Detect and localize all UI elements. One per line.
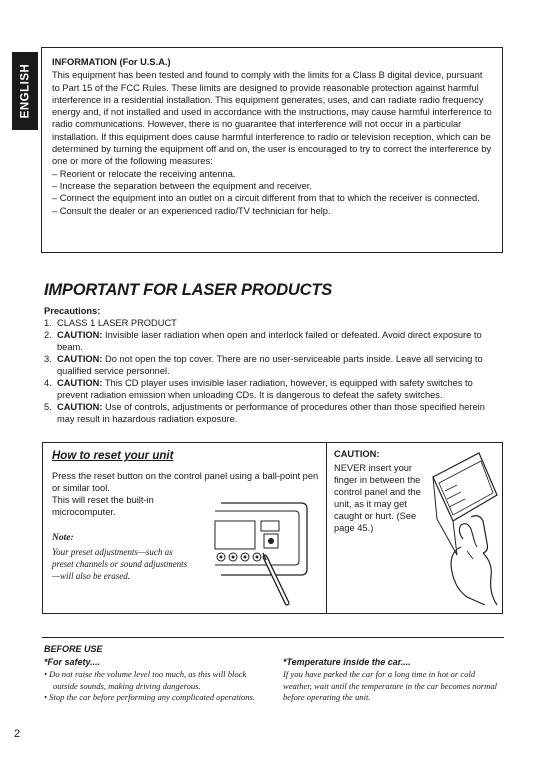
precaution-text: Use of controls, adjustments or performance of procedures other than those specified herein may result in hazardous radiation exposure. (57, 402, 485, 424)
caution-title: CAUTION: (334, 449, 380, 459)
reset-title: How to reset your unit (52, 450, 174, 462)
precaution-number: 3. (44, 354, 52, 364)
caution-body: NEVER insert your finger in between the control panel and the unit, as it may get caught or hurt. (See page 45.) (334, 463, 421, 534)
precaution-label: CAUTION: (57, 378, 103, 388)
precaution-label: CAUTION: (57, 330, 103, 340)
measure-item: – Reorient or relocate the receiving antenna. (52, 168, 236, 179)
reset-line-2: This will reset the built-in microcomputer. (52, 495, 154, 517)
precaution-item (44, 329, 504, 353)
precaution-text: CLASS 1 LASER PRODUCT (57, 318, 177, 328)
precaution-item (44, 353, 504, 377)
precaution-item (44, 317, 504, 329)
temperature-title: *Temperature inside the car.... (283, 657, 411, 667)
precautions-heading: Precautions: (44, 306, 101, 316)
reset-button-illustration (191, 499, 326, 611)
precaution-number: 1. (44, 318, 52, 328)
precautions-list (44, 317, 504, 425)
reset-note-title: Note: (52, 533, 74, 543)
temperature-text: If you have parked the car for a long time in hot or cold weather, wait until the temperature in the car becomes normal before operating the unit. (283, 669, 498, 702)
precaution-item (44, 401, 504, 425)
before-use-heading: BEFORE USE (44, 644, 103, 654)
info-body: This equipment has been tested and found to comply with the limits for a Class B digital device, pursuant to Part 15 of the FCC Rules. These limits are designed to provide reasonable protection against harmful interference in a residential installation. This equipment generates, uses, and can radiate radio frequency energy and, if not installed and used in accordance with the instructions, may cause harmful interference to radio communications. However, there is no guarantee that interference will not occur in a particular installation. If this equipment does cause harmful interference to radio or television reception, which can be determined by turning the equipment off and on, the user is encouraged to try to correct the interference by one or more of the following measures: (52, 70, 492, 167)
safety-column (44, 657, 269, 704)
temperature-column (283, 657, 505, 704)
page-number: 2 (14, 728, 21, 740)
laser-section-title: IMPORTANT FOR LASER PRODUCTS (44, 281, 333, 299)
info-title: INFORMATION (For U.S.A.) (52, 57, 171, 67)
precaution-text: Invisible laser radiation when open and interlock failed or defeated. Avoid direct exposure to beam. (57, 330, 482, 352)
language-tab-label: ENGLISH (19, 63, 31, 119)
precautions (44, 305, 504, 425)
precaution-number: 2. (44, 330, 52, 340)
measure-item: – Increase the separation between the equipment and receiver. (52, 180, 312, 191)
reset-note: Your preset adjustments—such as preset channels or sound adjustments—will also be erased. (52, 547, 188, 581)
safety-item: • Do not raise the volume level too much, as this will block outside sounds, making driving dangerous. (44, 669, 247, 691)
safety-title: *For safety.... (44, 657, 101, 667)
measure-item: – Consult the dealer or an experienced radio/TV technician for help. (52, 205, 331, 216)
measure-item: – Connect the equipment into an outlet on a circuit different from that to which the receiver is connected. (52, 193, 480, 204)
precaution-number: 4. (44, 378, 52, 388)
reset-line-1: Press the reset button on the control panel using a ball-point pen or similar tool. (52, 471, 319, 493)
section-divider (42, 637, 504, 638)
safety-item: • Stop the car before performing any complicated operations. (44, 692, 256, 702)
hand-panel-illustration (427, 447, 501, 609)
safety-list (44, 669, 269, 704)
precaution-label: CAUTION: (57, 354, 103, 364)
precaution-item (44, 377, 504, 401)
info-measures-list (52, 168, 492, 217)
language-tab (12, 52, 38, 130)
reset-instructions-box (42, 442, 327, 614)
fcc-information-box (41, 47, 503, 253)
precaution-text: This CD player uses invisible laser radiation, however, is equipped with safety switches to prevent radiation emission when unloading CDs. It is dangerous to defeat the safety switches. (57, 378, 473, 400)
caution-box (327, 442, 503, 614)
precaution-text: Do not open the top cover. There are no user-serviceable parts inside. Leave all servicing to qualified service personnel. (57, 354, 483, 376)
precaution-number: 5. (44, 402, 52, 412)
precaution-label: CAUTION: (57, 402, 103, 412)
